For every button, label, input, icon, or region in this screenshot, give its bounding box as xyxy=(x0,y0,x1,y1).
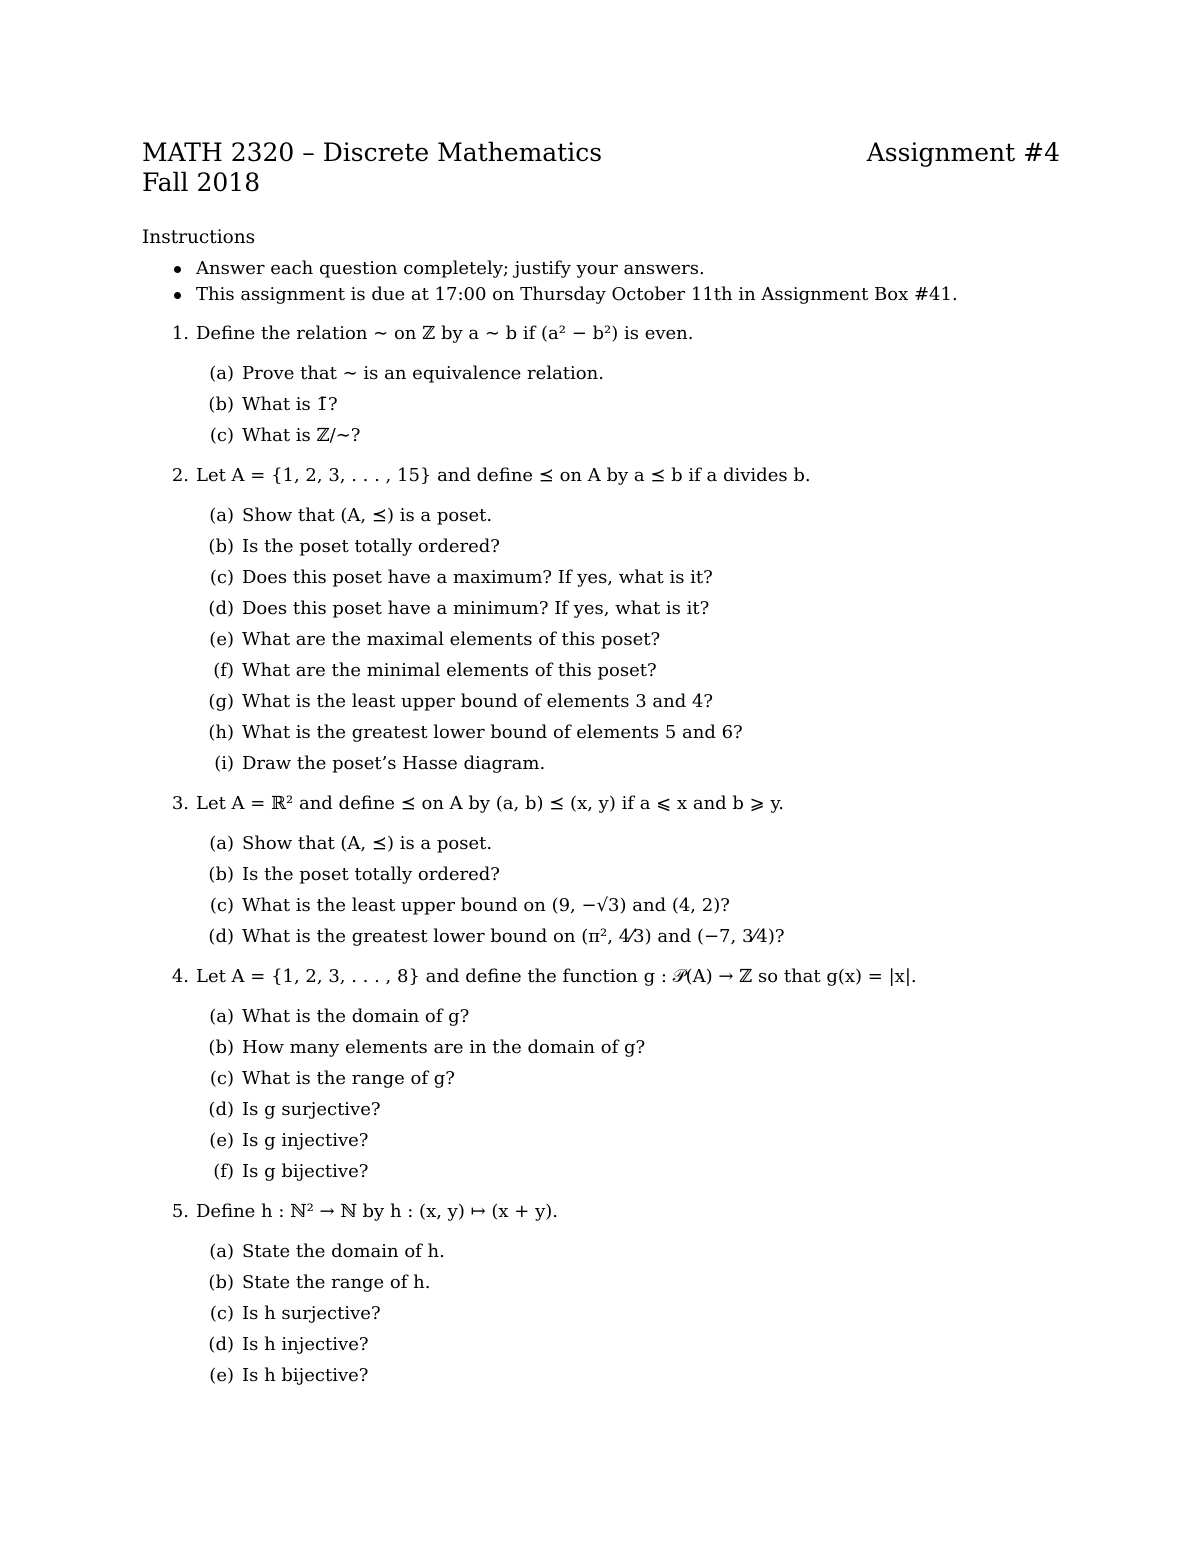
question-part xyxy=(142,717,1060,748)
questions-list xyxy=(142,320,1060,1391)
question-parts xyxy=(142,1001,1060,1187)
question-part xyxy=(142,921,1060,952)
part-label: (f) xyxy=(213,1161,234,1182)
question-number: 5. xyxy=(171,1201,189,1222)
part-text: Prove that ∼ is an equivalence relation. xyxy=(242,363,604,384)
question-part xyxy=(142,1267,1060,1298)
question-parts xyxy=(142,358,1060,451)
question-part xyxy=(142,624,1060,655)
part-text: State the domain of h. xyxy=(242,1241,445,1262)
question-part xyxy=(142,748,1060,779)
question-part xyxy=(142,531,1060,562)
question-parts xyxy=(142,500,1060,779)
part-text: Is h injective? xyxy=(242,1334,369,1355)
question-statement xyxy=(142,790,1060,818)
question-number: 2. xyxy=(171,465,189,486)
part-label: (b) xyxy=(208,864,234,885)
question-statement xyxy=(142,320,1060,348)
part-label: (e) xyxy=(209,1130,234,1151)
part-label: (c) xyxy=(209,1068,234,1089)
course-title: MATH 2320 – Discrete Mathematics xyxy=(142,138,603,167)
term-label: Fall 2018 xyxy=(142,168,261,197)
instruction-item xyxy=(174,282,1060,308)
part-text: Is the poset totally ordered? xyxy=(242,536,500,557)
part-text: Show that (A, ⪯) is a poset. xyxy=(242,505,493,526)
part-label: (b) xyxy=(208,1037,234,1058)
instructions-list xyxy=(142,256,1060,308)
part-text: State the range of h. xyxy=(242,1272,431,1293)
part-text: Does this poset have a maximum? If yes, what is it? xyxy=(242,567,713,588)
question-part xyxy=(142,1156,1060,1187)
part-text: What is ℤ/∼? xyxy=(242,425,361,446)
instruction-item xyxy=(174,256,1060,282)
question-text: Define h : ℕ² → ℕ by h : (x, y) ↦ (x + y). xyxy=(196,1201,558,1222)
part-text: What is the least upper bound on (9, −√3) and (4, 2)? xyxy=(242,895,730,916)
question-part xyxy=(142,593,1060,624)
question-part xyxy=(142,828,1060,859)
part-text: Is g surjective? xyxy=(242,1099,381,1120)
question-5 xyxy=(142,1198,1060,1391)
part-text: Is g bijective? xyxy=(242,1161,369,1182)
part-text: What is the range of g? xyxy=(242,1068,455,1089)
part-text: Draw the poset’s Hasse diagram. xyxy=(242,753,546,774)
question-text: Let A = {1, 2, 3, . . . , 15} and define ⪯ on A by a ⪯ b if a divides b. xyxy=(196,465,811,486)
part-text: How many elements are in the domain of g? xyxy=(242,1037,646,1058)
part-text: What are the maximal elements of this poset? xyxy=(242,629,661,650)
question-part xyxy=(142,890,1060,921)
instructions-heading: Instructions xyxy=(142,227,256,248)
question-statement xyxy=(142,963,1060,991)
assignment-number: Assignment #4 xyxy=(866,138,1060,167)
part-label: (c) xyxy=(209,425,234,446)
question-parts xyxy=(142,1236,1060,1391)
part-label: (a) xyxy=(209,833,234,854)
question-part xyxy=(142,1001,1060,1032)
part-label: (a) xyxy=(209,1241,234,1262)
part-label: (d) xyxy=(208,598,234,619)
question-statement xyxy=(142,462,1060,490)
part-label: (d) xyxy=(208,926,234,947)
part-text: Does this poset have a minimum? If yes, what is it? xyxy=(242,598,710,619)
part-text: Is h surjective? xyxy=(242,1303,381,1324)
bullet-icon xyxy=(174,292,181,299)
question-part xyxy=(142,655,1060,686)
part-label: (c) xyxy=(209,1303,234,1324)
part-label: (a) xyxy=(209,1006,234,1027)
part-text: Is h bijective? xyxy=(242,1365,369,1386)
part-label: (g) xyxy=(208,691,234,712)
question-part xyxy=(142,358,1060,389)
bullet-icon xyxy=(174,266,181,273)
part-label: (e) xyxy=(209,629,234,650)
question-parts xyxy=(142,828,1060,952)
question-part xyxy=(142,1125,1060,1156)
question-statement xyxy=(142,1198,1060,1226)
part-label: (d) xyxy=(208,1099,234,1120)
question-text: Let A = ℝ² and define ⪯ on A by (a, b) ⪯ (x, y) if a ⩽ x and b ⩾ y. xyxy=(196,793,784,814)
part-label: (b) xyxy=(208,536,234,557)
question-part xyxy=(142,420,1060,451)
document-header xyxy=(142,138,1060,168)
part-text: What is the greatest lower bound on (π², 4⁄3) and (−7, 3⁄4)? xyxy=(242,926,785,947)
question-part xyxy=(142,1032,1060,1063)
question-part xyxy=(142,1094,1060,1125)
instruction-text: This assignment is due at 17:00 on Thursday October 11th in Assignment Box #41. xyxy=(196,284,958,305)
question-text: Let A = {1, 2, 3, . . . , 8} and define the function g : 𝒫(A) → ℤ so that g(x) = |x|. xyxy=(196,966,917,987)
part-label: (a) xyxy=(209,363,234,384)
question-part xyxy=(142,686,1060,717)
part-label: (e) xyxy=(209,1365,234,1386)
question-number: 3. xyxy=(171,793,189,814)
part-text: Is the poset totally ordered? xyxy=(242,864,500,885)
part-text: What is the greatest lower bound of elements 5 and 6? xyxy=(242,722,743,743)
part-label: (i) xyxy=(214,753,234,774)
question-2 xyxy=(142,462,1060,779)
instruction-text: Answer each question completely; justify your answers. xyxy=(196,258,705,279)
question-part xyxy=(142,562,1060,593)
part-text: What is 1̄? xyxy=(242,394,338,415)
question-number: 1. xyxy=(171,323,189,344)
part-text: What is the least upper bound of elements 3 and 4? xyxy=(242,691,714,712)
part-label: (b) xyxy=(208,1272,234,1293)
question-part xyxy=(142,389,1060,420)
part-label: (d) xyxy=(208,1334,234,1355)
question-part xyxy=(142,1063,1060,1094)
part-text: What is the domain of g? xyxy=(242,1006,470,1027)
part-label: (h) xyxy=(208,722,234,743)
question-number: 4. xyxy=(171,966,189,987)
part-text: Show that (A, ⪯) is a poset. xyxy=(242,833,493,854)
question-1 xyxy=(142,320,1060,451)
question-part xyxy=(142,859,1060,890)
part-label: (a) xyxy=(209,505,234,526)
question-4 xyxy=(142,963,1060,1187)
part-label: (c) xyxy=(209,567,234,588)
question-part xyxy=(142,1360,1060,1391)
assignment-page xyxy=(142,138,1060,1402)
question-part xyxy=(142,1329,1060,1360)
part-text: Is g injective? xyxy=(242,1130,369,1151)
question-part xyxy=(142,1298,1060,1329)
part-label: (c) xyxy=(209,895,234,916)
question-3 xyxy=(142,790,1060,952)
part-label: (f) xyxy=(213,660,234,681)
question-part xyxy=(142,500,1060,531)
part-label: (b) xyxy=(208,394,234,415)
question-part xyxy=(142,1236,1060,1267)
part-text: What are the minimal elements of this poset? xyxy=(242,660,657,681)
question-text: Define the relation ∼ on ℤ by a ∼ b if (a² − b²) is even. xyxy=(196,323,694,344)
